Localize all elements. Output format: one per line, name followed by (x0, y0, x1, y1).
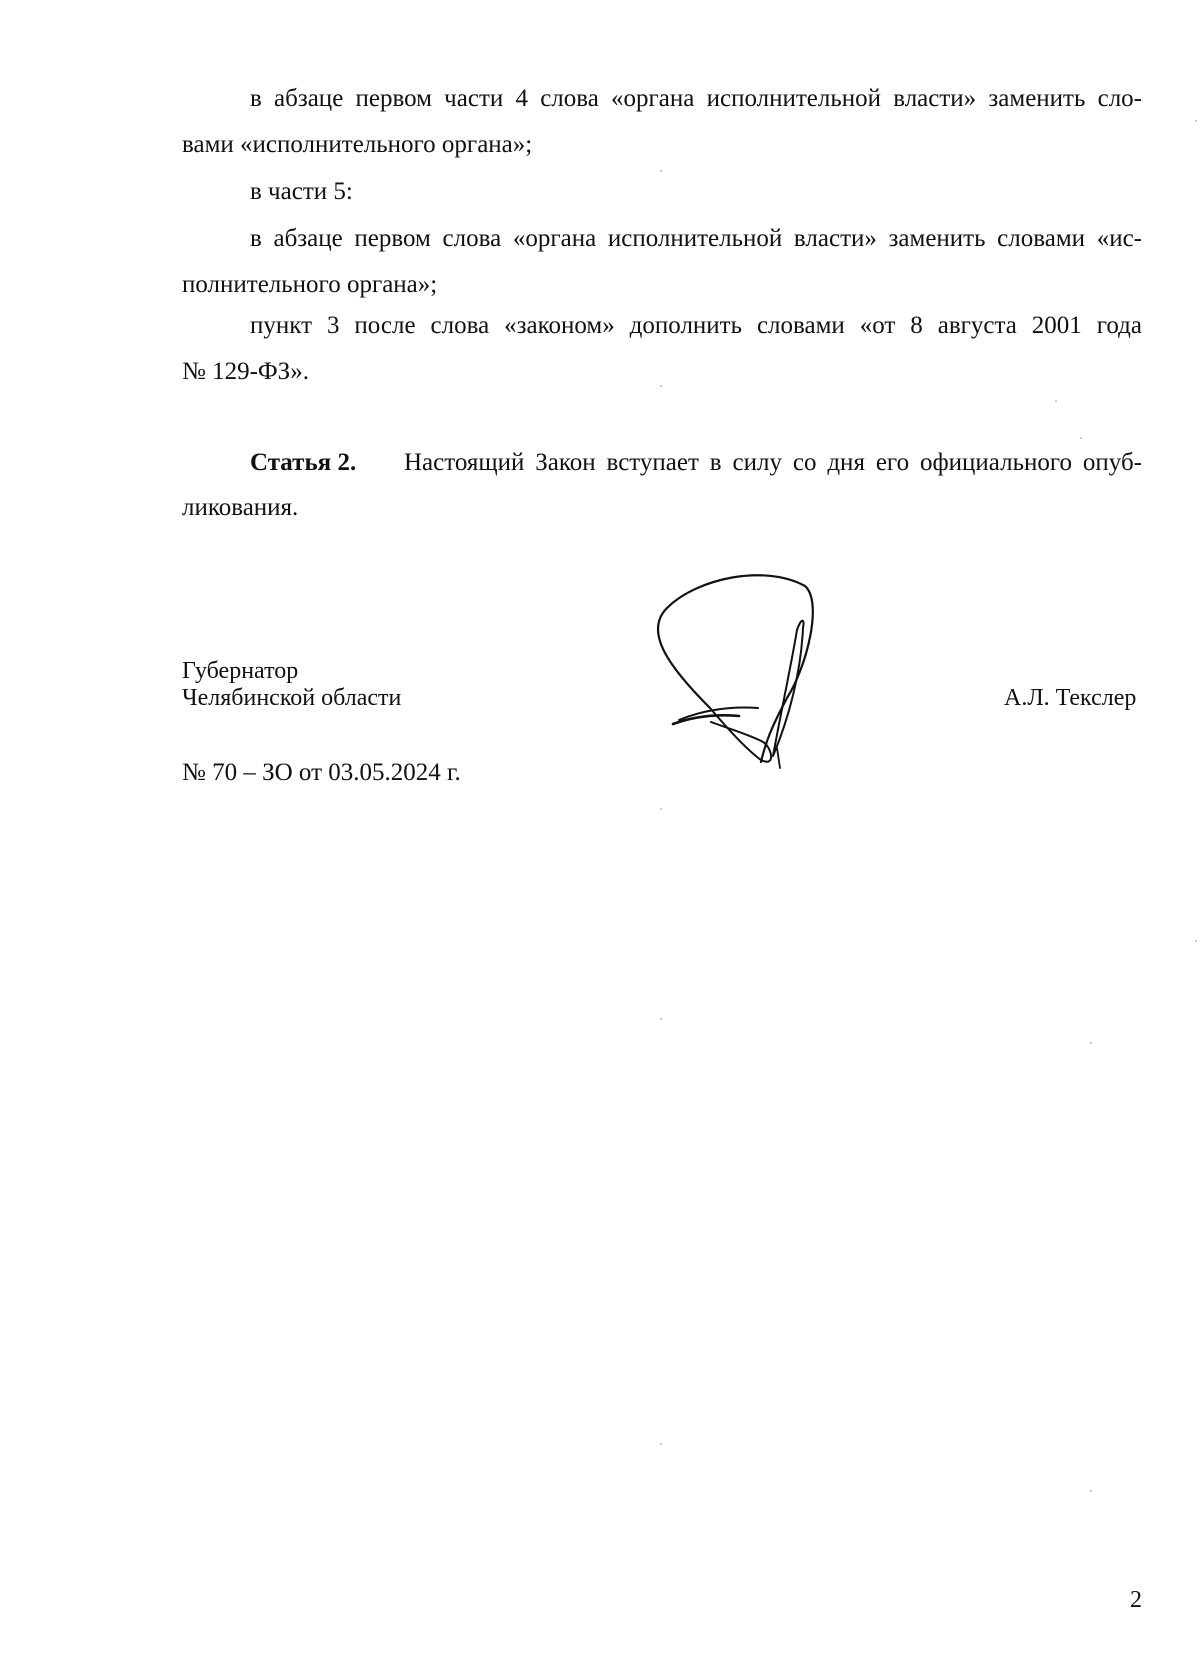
handwritten-signature (655, 570, 865, 770)
signatory-position-line-1: Губернатор (182, 658, 299, 684)
paragraph-1-line-1: в абзаце первом части 4 слова «органа исполнительной власти» заменить сло- (250, 85, 1142, 112)
paragraph-4-line-2: № 129-ФЗ». (182, 358, 309, 385)
paragraph-2: в части 5: (250, 178, 353, 205)
scan-speck (660, 385, 662, 387)
page-number: 2 (1130, 1587, 1142, 1613)
signatory-name: А.Л. Текслер (1004, 685, 1137, 711)
law-number-date: № 70 – ЗО от 03.05.2024 г. (182, 759, 461, 786)
scan-speck (1080, 437, 1082, 439)
scan-speck (1055, 400, 1057, 402)
article-label: Статья 2. (250, 449, 357, 476)
scan-speck (660, 808, 662, 810)
paragraph-4-line-1: пункт 3 после слова «законом» дополнить словами «от 8 августа 2001 года (250, 312, 1142, 339)
scan-speck (1195, 120, 1197, 122)
scan-speck (660, 170, 662, 172)
paragraph-3-line-1: в абзаце первом слова «органа исполнительной власти» заменить словами «ис- (250, 225, 1142, 252)
signatory-position-line-2: Челябинской области (182, 685, 402, 711)
scan-speck (660, 1443, 662, 1445)
paragraph-3-line-2: полнительного органа»; (182, 271, 438, 298)
scan-speck (1090, 1042, 1092, 1044)
scan-speck (1090, 1490, 1092, 1492)
article-text-line-2: ликования. (182, 494, 299, 521)
scan-speck (1195, 940, 1197, 942)
article-text-line-1: Настоящий Закон вступает в силу со дня его официального опуб- (404, 449, 1142, 476)
scan-speck (660, 1018, 662, 1020)
paragraph-1-line-2: вами «исполнительного органа»; (182, 131, 533, 158)
